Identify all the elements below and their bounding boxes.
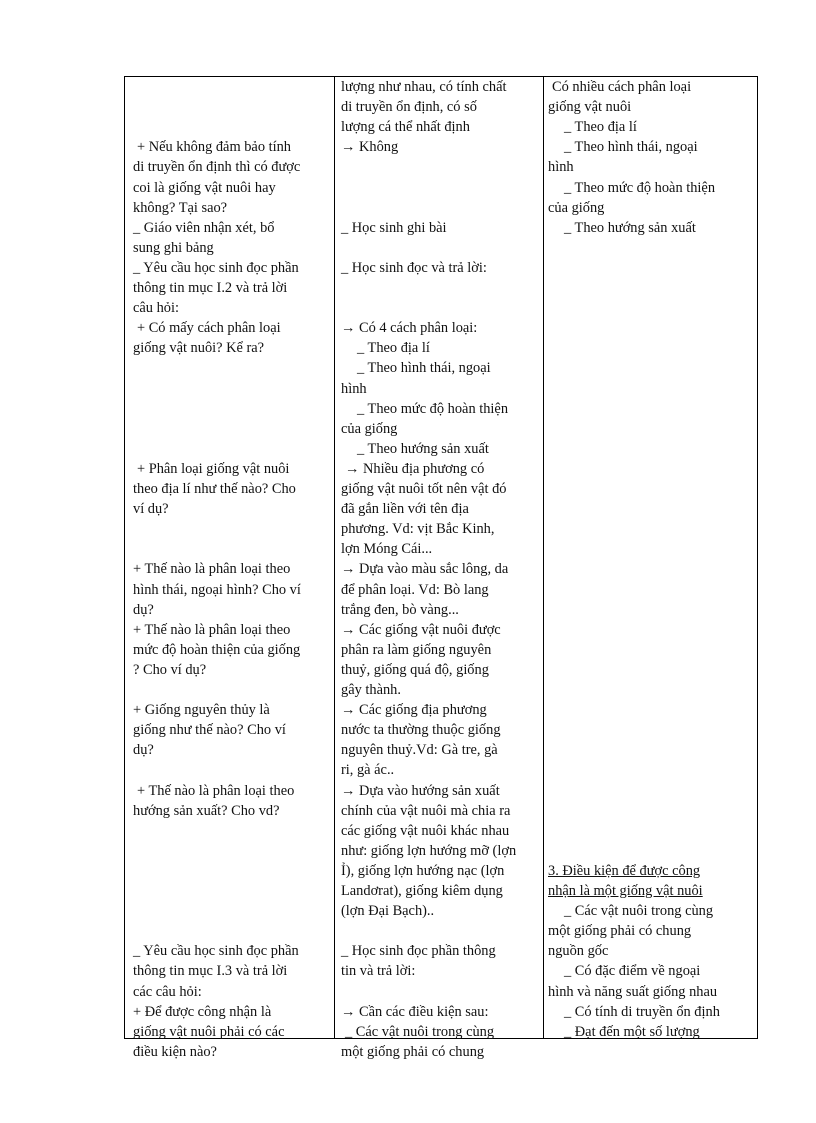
- content-text-line: hình và năng suất giống nhau: [548, 983, 718, 1000]
- content-text-line: nhận là một giống vật nuôi: [548, 883, 703, 899]
- student-text-line: một giống phải có chung: [341, 1043, 485, 1060]
- teacher-text-line: dụ?: [133, 742, 154, 759]
- content-text-line: _ Theo mức độ hoàn thiện: [564, 179, 716, 196]
- student-text-line: ri, gà ác..: [341, 762, 395, 779]
- student-text-line: → Các giống vật nuôi được: [341, 621, 501, 638]
- content-text-line: _ Theo hướng sản xuất: [564, 219, 696, 236]
- content-text-line: _ Theo hình thái, ngoại: [564, 139, 698, 156]
- teacher-text-line: di truyền ổn định thì có được: [133, 159, 301, 176]
- student-text-line: _ Theo hướng sản xuất: [357, 440, 489, 457]
- student-text-line: → Dựa vào màu sắc lông, da: [341, 561, 509, 578]
- content-text-line: Có nhiều cách phân loại: [552, 79, 692, 95]
- student-text-line: phân ra làm giống nguyên: [341, 641, 492, 658]
- teacher-text-line: thông tin mục I.3 và trả lời: [133, 963, 288, 980]
- content-text-line: 3. Điều kiện để được công: [548, 862, 701, 879]
- teacher-text-line: thông tin mục I.2 và trả lời: [133, 280, 288, 296]
- lesson-table: [124, 76, 758, 1060]
- teacher-text-line: theo địa lí như thế nào? Cho: [133, 481, 296, 497]
- teacher-text-line: _ Yêu cầu học sinh đọc phần: [133, 943, 299, 960]
- student-text-line: Landơrat), giống kiêm dụng: [341, 883, 503, 899]
- teacher-text-line: coi là giống vật nuôi hay: [133, 179, 276, 196]
- student-text-line: → Không: [341, 139, 399, 156]
- content-text-line: _ Có tính di truyền ổn định: [564, 1003, 720, 1020]
- student-text-line: phương. Vd: vịt Bắc Kinh,: [341, 521, 495, 538]
- content-text-line: _ Theo địa lí: [564, 119, 637, 136]
- content-text-line: giống vật nuôi: [548, 99, 632, 116]
- student-text-line: _ Học sinh đọc và trả lời:: [341, 259, 487, 276]
- teacher-text-line: ví dụ?: [133, 501, 169, 518]
- teacher-text-line: giống như thế nào? Cho ví: [133, 722, 286, 739]
- student-text-line: nước ta thường thuộc giống: [341, 722, 501, 739]
- teacher-text-line: + Thế nào là phân loại theo: [133, 561, 291, 578]
- student-text-line: giống vật nuôi tốt nên vật đó: [341, 481, 507, 497]
- student-text-line: _ Theo địa lí: [357, 340, 430, 357]
- student-text-line: → Dựa vào hướng sản xuất: [341, 782, 500, 799]
- student-text-line: di truyền ổn định, có số: [341, 99, 477, 116]
- column-divider: [543, 77, 544, 1038]
- teacher-text-line: ? Cho ví dụ?: [133, 661, 207, 678]
- teacher-text-line: câu hỏi:: [133, 300, 179, 317]
- student-text-line: → Nhiều địa phương có: [345, 460, 485, 477]
- teacher-text-line: + Thế nào là phân loại theo: [133, 621, 291, 638]
- student-text-line: tin và trả lời:: [341, 963, 416, 980]
- content-text-line: _ Các vật nuôi trong cùng: [564, 903, 714, 920]
- teacher-text-line: hình thái, ngoại hình? Cho ví: [133, 581, 301, 598]
- student-text-line: các giống vật nuôi khác nhau: [341, 822, 510, 839]
- teacher-text-line: _ Yêu cầu học sinh đọc phần: [133, 259, 299, 276]
- student-text-line: → Cần các điều kiện sau:: [341, 1003, 489, 1020]
- student-text-line: → Có 4 cách phân loại:: [341, 320, 478, 337]
- student-text-line: hình: [341, 380, 367, 397]
- student-text-line: lợn Móng Cái...: [341, 541, 433, 558]
- student-text-line: như: giống lợn hướng mỡ (lợn: [341, 842, 517, 859]
- teacher-text-line: sung ghi bảng: [133, 239, 214, 256]
- content-text-line: _ Có đặc điểm về ngoại: [564, 963, 701, 980]
- teacher-text-line: + Giống nguyên thủy là: [133, 702, 270, 719]
- student-text-line: lượng như nhau, có tính chất: [341, 79, 507, 95]
- content-text-line: một giống phải có chung: [548, 923, 692, 940]
- student-text-line: _ Theo hình thái, ngoại: [357, 360, 491, 377]
- teacher-text-line: không? Tại sao?: [133, 199, 228, 216]
- content-text-line: hình: [548, 159, 574, 176]
- student-text-line: _ Học sinh đọc phần thông: [341, 943, 496, 960]
- student-text-line: đã gắn liền với tên địa: [341, 501, 469, 518]
- student-text-line: trắng đen, bò vàng...: [341, 601, 459, 618]
- teacher-text-line: + Nếu không đảm bảo tính: [137, 139, 291, 156]
- teacher-text-line: các câu hỏi:: [133, 983, 202, 1000]
- student-text-line: lượng cá thể nhất định: [341, 119, 470, 136]
- teacher-text-line: + Thế nào là phân loại theo: [137, 782, 295, 799]
- column-divider: [334, 77, 335, 1038]
- content-text-line: của giống: [548, 199, 605, 216]
- student-text-line: → Các giống địa phương: [341, 702, 487, 719]
- teacher-text-line: dụ?: [133, 601, 154, 618]
- teacher-text-line: hướng sản xuất? Cho vd?: [133, 802, 280, 819]
- student-text-line: thuỷ, giống quá độ, giống: [341, 661, 489, 678]
- student-text-line: chính của vật nuôi mà chia ra: [341, 802, 511, 819]
- teacher-text-line: + Có mấy cách phân loại: [137, 320, 281, 337]
- teacher-text-line: mức độ hoàn thiện của giống: [133, 641, 301, 658]
- student-text-line: _ Học sinh ghi bài: [341, 219, 447, 236]
- teacher-text-line: điều kiện nào?: [133, 1043, 217, 1060]
- teacher-text-line: + Phân loại giống vật nuôi: [137, 460, 290, 477]
- student-text-line: _ Các vật nuôi trong cùng: [345, 1023, 495, 1040]
- student-text-line: nguyên thuỷ.Vd: Gà tre, gà: [341, 742, 498, 759]
- content-text-line: _ Đạt đến một số lượng: [564, 1023, 700, 1040]
- student-text-line: của giống: [341, 420, 398, 437]
- content-text-line: nguồn gốc: [548, 943, 609, 960]
- student-text-line: gây thành.: [341, 682, 401, 698]
- teacher-text-line: + Để được công nhận là: [133, 1003, 272, 1020]
- teacher-text-line: _ Giáo viên nhận xét, bổ: [133, 219, 275, 236]
- teacher-text-line: giống vật nuôi? Kể ra?: [133, 340, 265, 357]
- student-text-line: _ Theo mức độ hoàn thiện: [357, 400, 509, 417]
- student-text-line: Ỉ), giống lợn hướng nạc (lợn: [341, 862, 505, 879]
- student-text-line: (lợn Đại Bạch)..: [341, 903, 435, 920]
- teacher-text-line: giống vật nuôi phải có các: [133, 1023, 285, 1040]
- student-text-line: để phân loại. Vd: Bò lang: [341, 581, 489, 598]
